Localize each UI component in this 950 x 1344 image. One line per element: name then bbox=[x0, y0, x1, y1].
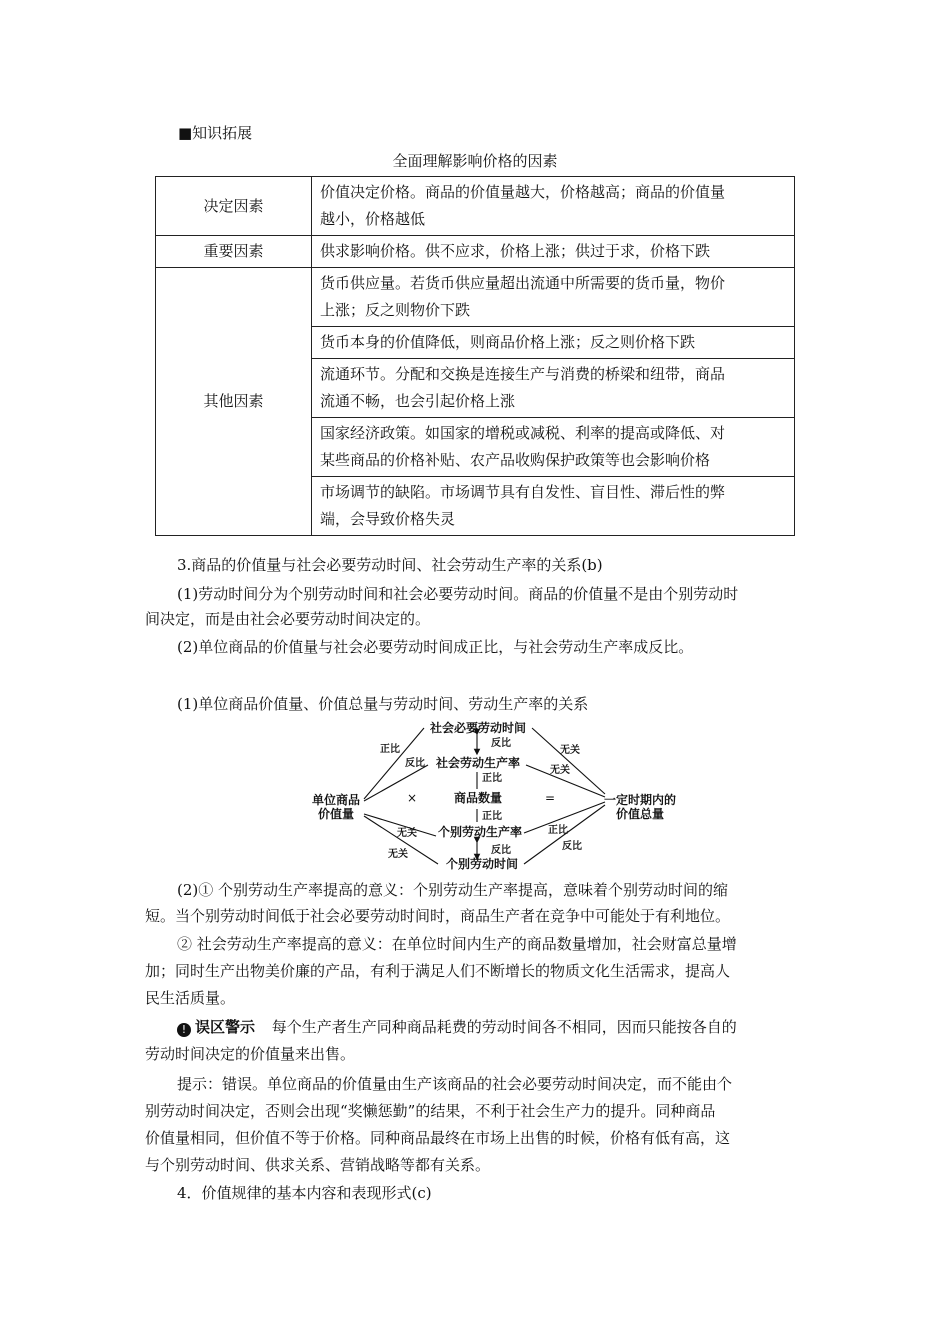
warning-text: 劳动时间决定的价值量来出售。 bbox=[145, 1045, 356, 1063]
diagram-caption: (1)单位商品价值量、价值总量与劳动时间、劳动生产率的关系 bbox=[177, 695, 589, 713]
category-cell: 其他因素 bbox=[156, 268, 312, 536]
paragraph-line: 民生活质量。 bbox=[145, 989, 236, 1007]
description-cell bbox=[312, 359, 795, 418]
cell-line: 货币本身的价值降低，则商品价格上涨；反之则价格下跌 bbox=[320, 333, 696, 351]
cell-line: 上涨；反之则物价下跌 bbox=[320, 301, 471, 319]
cell-line: 流通不畅，也会引起价格上涨 bbox=[320, 392, 516, 410]
label-inverse: 反比 bbox=[491, 845, 511, 856]
node-total-value-line1: 一定时期内的 bbox=[603, 793, 677, 807]
category-cell: 决定因素 bbox=[156, 177, 312, 236]
label-direct: 正比 bbox=[380, 744, 400, 755]
cell-line: 流通环节。分配和交换是连接生产与消费的桥梁和纽带，商品 bbox=[320, 365, 726, 383]
description-cell bbox=[312, 327, 795, 359]
label-inverse: 反比 bbox=[405, 758, 425, 769]
cell-line: 某些商品的价格补贴、农产品收购保护政策等也会影响价格 bbox=[320, 451, 711, 469]
section-heading: ■知识拓展 bbox=[178, 124, 253, 142]
paragraph-line: 间决定，而是由社会必要劳动时间决定的。 bbox=[145, 610, 431, 628]
warning-line bbox=[145, 1017, 842, 1037]
paragraph-line: (1)劳动时间分为个别劳动时间和社会必要劳动时间。商品的价值量不是由个别劳动时 bbox=[177, 585, 739, 603]
node-unit-value-line2: 价值量 bbox=[317, 807, 355, 821]
section-4-title: 4．价值规律的基本内容和表现形式(c) bbox=[177, 1184, 432, 1202]
cell-line: 供求影响价格。供不应求，价格上涨；供过于求，价格下跌 bbox=[320, 242, 711, 260]
equals-symbol: = bbox=[544, 791, 556, 805]
label-unrelated: 无关 bbox=[560, 745, 580, 756]
node-individual-time: 个别劳动时间 bbox=[445, 857, 519, 871]
paragraph-line: ② 社会劳动生产率提高的意义：在单位时间内生产的商品数量增加，社会财富总量增 bbox=[177, 935, 737, 953]
hint-line: 提示：错误。单位商品的价值量由生产该商品的社会必要劳动时间决定，而不能由个 bbox=[177, 1075, 733, 1093]
table-row bbox=[156, 177, 795, 236]
paragraph-line: (2)单位商品的价值量与社会必要劳动时间成正比，与社会劳动生产率成反比。 bbox=[177, 638, 694, 656]
warning-icon: ! bbox=[177, 1023, 191, 1037]
description-cell bbox=[312, 418, 795, 477]
description-cell bbox=[312, 268, 795, 327]
hint-line: 别劳动时间决定，否则会出现“奖懒惩勤”的结果，不利于社会生产力的提升。同种商品 bbox=[145, 1102, 716, 1120]
cell-line: 越小，价格越低 bbox=[320, 210, 426, 228]
node-total-value-line2: 价值总量 bbox=[615, 807, 665, 821]
description-cell bbox=[312, 477, 795, 536]
hint-line: 与个别劳动时间、供求关系、营销战略等都有关系。 bbox=[145, 1156, 491, 1174]
label-direct: 正比 bbox=[482, 811, 502, 822]
description-cell bbox=[312, 177, 795, 236]
node-social-productivity: 社会劳动生产率 bbox=[435, 756, 521, 770]
description-cell bbox=[312, 236, 795, 268]
node-social-time: 社会必要劳动时间 bbox=[429, 721, 527, 735]
cell-line: 端，会导致价格失灵 bbox=[320, 510, 456, 528]
label-unrelated: 无关 bbox=[397, 828, 417, 839]
label-direct: 正比 bbox=[548, 825, 568, 836]
value-relationship-diagram bbox=[300, 715, 695, 875]
node-individual-productivity: 个别劳动生产率 bbox=[437, 825, 523, 839]
cell-line: 市场调节的缺陷。市场调节具有自发性、盲目性、滞后性的弊 bbox=[320, 483, 726, 501]
paragraph-line: 短。当个别劳动时间低于社会必要劳动时间时，商品生产者在竞争中可能处于有利地位。 bbox=[145, 907, 731, 925]
warning-label: 误区警示 bbox=[195, 1018, 256, 1036]
cell-line: 货币供应量。若货币供应量超出流通中所需要的货币量，物价 bbox=[320, 274, 726, 292]
label-unrelated: 无关 bbox=[550, 765, 570, 776]
table-row bbox=[156, 268, 795, 327]
price-factors-table bbox=[155, 176, 795, 536]
node-goods-quantity: 商品数量 bbox=[453, 791, 503, 805]
line-unit-to-social-productivity bbox=[364, 765, 428, 801]
warning-text: 每个生产者生产同种商品耗费的劳动时间各不相同，因而只能按各自的 bbox=[271, 1018, 737, 1036]
label-direct: 正比 bbox=[482, 773, 502, 784]
times-symbol: × bbox=[406, 791, 418, 805]
table-row bbox=[156, 236, 795, 268]
label-inverse: 反比 bbox=[491, 738, 511, 749]
paragraph-line: 加；同时生产出物美价廉的产品，有利于满足人们不断增长的物质文化生活需求，提高人 bbox=[145, 962, 731, 980]
section-3-title: 3.商品的价值量与社会必要劳动时间、社会劳动生产率的关系(b) bbox=[177, 556, 603, 574]
cell-line: 价值决定价格。商品的价值量越大，价格越高；商品的价值量 bbox=[320, 183, 726, 201]
hint-line: 价值量相同，但价值不等于价格。同种商品最终在市场上出售的时候，价格有低有高，这 bbox=[145, 1129, 731, 1147]
paragraph-line: (2)① 个别劳动生产率提高的意义：个别劳动生产率提高，意味着个别劳动时间的缩 bbox=[177, 881, 729, 899]
label-inverse: 反比 bbox=[562, 841, 582, 852]
category-cell: 重要因素 bbox=[156, 236, 312, 268]
line-social-time-to-total bbox=[532, 728, 605, 794]
table-title: 全面理解影响价格的因素 bbox=[392, 152, 558, 170]
cell-line: 国家经济政策。如国家的增税或减税、利率的提高或降低、对 bbox=[320, 424, 726, 442]
node-unit-value-line1: 单位商品 bbox=[311, 793, 361, 807]
label-unrelated: 无关 bbox=[388, 849, 408, 860]
